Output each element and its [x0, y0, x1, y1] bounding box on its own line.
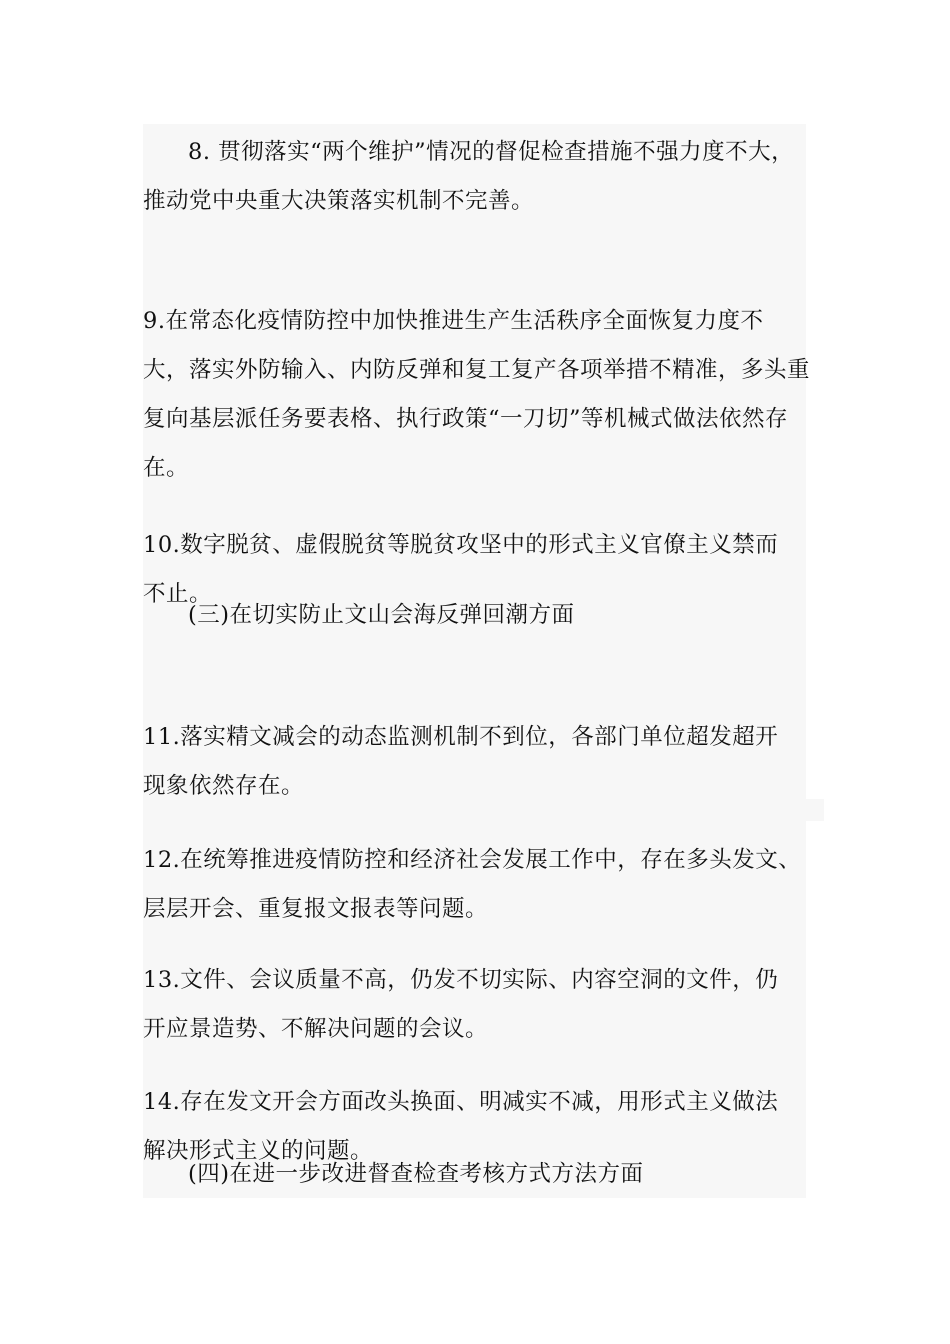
paragraph-line: 推动党中央重大决策落实机制不完善。	[143, 188, 535, 214]
paragraph-line: 在。	[143, 455, 190, 481]
paragraph-item-8	[143, 128, 806, 226]
heading-text: (三)在切实防止文山会海反弹回潮方面	[188, 602, 575, 628]
paragraph-line: 现象依然存在。	[143, 773, 305, 799]
heading-text: (四)在进一步改进督查检查考核方式方法方面	[188, 1161, 644, 1187]
paragraph-item-9	[143, 248, 811, 493]
document-page	[143, 124, 811, 1198]
paragraph-line: 14.存在发文开会方面改头换面、明减实不减，用形式主义做法	[143, 1089, 779, 1115]
paragraph-line: 不止。	[143, 581, 213, 607]
paragraph-line: 12.在统筹推进疫情防控和经济社会发展工作中，存在多头发文、	[143, 847, 802, 873]
paragraph-line: 10.数字脱贫、虚假脱贫等脱贫攻坚中的形式主义官僚主义禁而	[143, 532, 779, 558]
section-heading-4	[143, 1150, 806, 1199]
paragraph-line: 9.在常态化疫情防控中加快推进生产生活秩序全面恢复力度不	[143, 308, 764, 334]
paragraph-line: 8. 贯彻落实“两个维护”情况的督促检查措施不强力度不大，	[188, 139, 795, 165]
paragraph-line: 11.落实精文减会的动态监测机制不到位，各部门单位超发超开	[143, 724, 779, 750]
section-heading-3	[143, 591, 806, 640]
line-overflow-background	[806, 799, 824, 821]
paragraph-line: 大，落实外防输入、内防反弹和复工复产各项举措不精准，多头重	[143, 357, 811, 383]
paragraph-line: 13.文件、会议质量不高，仍发不切实际、内容空洞的文件，仍	[143, 967, 779, 993]
paragraph-line: 复向基层派任务要表格、执行政策“一刀切”等机械式做法依然存	[143, 406, 789, 432]
paragraph-line: 解决形式主义的问题。	[143, 1138, 374, 1164]
paragraph-line: 层层开会、重复报文报表等问题。	[143, 896, 489, 922]
paragraph-line: 开应景造势、不解决问题的会议。	[143, 1016, 489, 1042]
